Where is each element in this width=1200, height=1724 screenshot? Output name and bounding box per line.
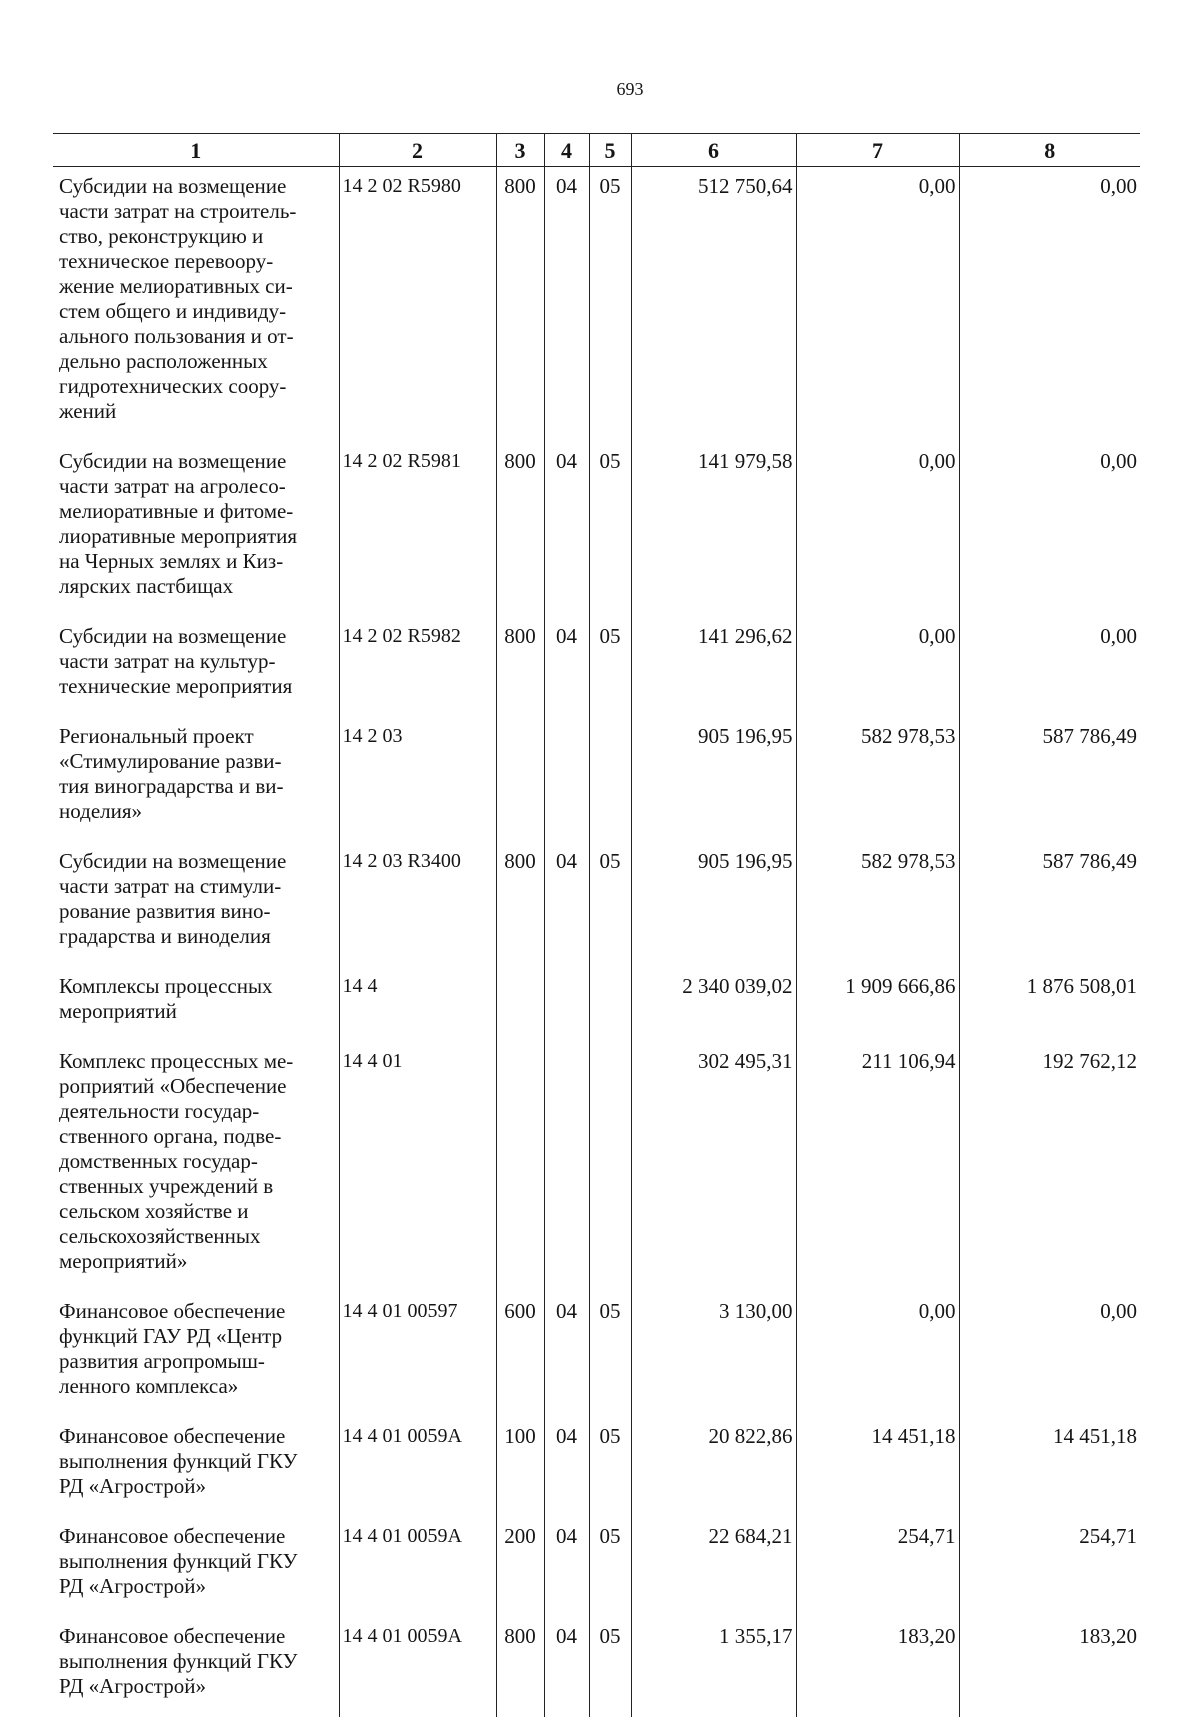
row-amount-col6: 141 296,62 bbox=[631, 617, 796, 717]
row-expense-type: 800 bbox=[496, 1617, 544, 1717]
row-name bbox=[53, 1292, 339, 1417]
row-section: 04 bbox=[544, 442, 589, 617]
table-body bbox=[53, 167, 1140, 1718]
table-row bbox=[53, 717, 1140, 842]
row-name-line: ственных учреждений в bbox=[59, 1174, 274, 1198]
table-row bbox=[53, 442, 1140, 617]
row-subsection bbox=[589, 967, 631, 1042]
row-name bbox=[53, 1417, 339, 1517]
row-section: 04 bbox=[544, 167, 589, 443]
row-code: 14 2 02 R5980 bbox=[339, 167, 496, 443]
row-amount-col6: 22 684,21 bbox=[631, 1517, 796, 1617]
row-amount-col7: 0,00 bbox=[796, 167, 959, 443]
row-expense-type: 100 bbox=[496, 1417, 544, 1517]
row-name-line: мероприятий» bbox=[59, 1249, 188, 1273]
row-expense-type: 800 bbox=[496, 617, 544, 717]
row-code: 14 2 02 R5981 bbox=[339, 442, 496, 617]
row-expense-type bbox=[496, 967, 544, 1042]
row-name-line: ноделия» bbox=[59, 799, 143, 823]
row-amount-col8: 254,71 bbox=[959, 1517, 1140, 1617]
row-amount-col7: 0,00 bbox=[796, 1292, 959, 1417]
row-amount-col8: 0,00 bbox=[959, 617, 1140, 717]
row-name-line: стем общего и индивиду- bbox=[59, 299, 287, 323]
table-row bbox=[53, 167, 1140, 443]
table-row bbox=[53, 842, 1140, 967]
row-subsection bbox=[589, 1042, 631, 1292]
row-name-line: мероприятий bbox=[59, 999, 177, 1023]
row-amount-col7: 0,00 bbox=[796, 442, 959, 617]
row-name-line: жение мелиоративных си- bbox=[59, 274, 293, 298]
row-amount-col8: 1 876 508,01 bbox=[959, 967, 1140, 1042]
row-expense-type: 800 bbox=[496, 842, 544, 967]
row-subsection bbox=[589, 717, 631, 842]
budget-table bbox=[53, 133, 1140, 1717]
row-amount-col7: 211 106,94 bbox=[796, 1042, 959, 1292]
row-name-line: Комплексы процессных bbox=[59, 974, 273, 998]
row-amount-col6: 905 196,95 bbox=[631, 842, 796, 967]
row-code: 14 4 01 0059A bbox=[339, 1517, 496, 1617]
row-amount-col8: 587 786,49 bbox=[959, 842, 1140, 967]
row-name-line: роприятий «Обеспечение bbox=[59, 1074, 287, 1098]
row-section bbox=[544, 967, 589, 1042]
row-name bbox=[53, 717, 339, 842]
row-name-line: рование развития вино- bbox=[59, 899, 271, 923]
row-amount-col7: 14 451,18 bbox=[796, 1417, 959, 1517]
row-name-line: ственного органа, подве- bbox=[59, 1124, 282, 1148]
row-name-line: технические мероприятия bbox=[59, 674, 293, 698]
row-amount-col7: 254,71 bbox=[796, 1517, 959, 1617]
row-expense-type bbox=[496, 1042, 544, 1292]
row-amount-col6: 905 196,95 bbox=[631, 717, 796, 842]
row-name bbox=[53, 1517, 339, 1617]
row-name bbox=[53, 1617, 339, 1717]
row-subsection: 05 bbox=[589, 167, 631, 443]
row-section: 04 bbox=[544, 1517, 589, 1617]
row-name-line: гидротехнических соору- bbox=[59, 374, 287, 398]
row-code: 14 2 03 bbox=[339, 717, 496, 842]
page-number: 693 bbox=[616, 79, 644, 99]
row-amount-col8: 183,20 bbox=[959, 1617, 1140, 1717]
row-name-line: Субсидии на возмещение bbox=[59, 849, 287, 873]
row-amount-col6: 2 340 039,02 bbox=[631, 967, 796, 1042]
row-name-line: лярских пастбищах bbox=[59, 574, 234, 598]
row-name-line: Финансовое обеспечение bbox=[59, 1299, 286, 1323]
row-name-line: выполнения функций ГКУ bbox=[59, 1649, 298, 1673]
row-name-line: техническое перевоору- bbox=[59, 249, 274, 273]
column-header: 7 bbox=[796, 134, 959, 167]
row-section: 04 bbox=[544, 617, 589, 717]
row-section bbox=[544, 717, 589, 842]
row-amount-col6: 1 355,17 bbox=[631, 1617, 796, 1717]
row-name-line: развития агропромыш- bbox=[59, 1349, 265, 1373]
row-name-line: Финансовое обеспечение bbox=[59, 1624, 286, 1648]
row-name-line: Субсидии на возмещение bbox=[59, 449, 287, 473]
row-name-line: ленного комплекса» bbox=[59, 1374, 239, 1398]
row-name-line: ального пользования и от- bbox=[59, 324, 294, 348]
row-name bbox=[53, 442, 339, 617]
row-amount-col6: 512 750,64 bbox=[631, 167, 796, 443]
row-code: 14 2 03 R3400 bbox=[339, 842, 496, 967]
row-amount-col8: 0,00 bbox=[959, 167, 1140, 443]
column-header: 6 bbox=[631, 134, 796, 167]
row-code: 14 4 01 bbox=[339, 1042, 496, 1292]
row-name-line: «Стимулирование разви- bbox=[59, 749, 282, 773]
row-amount-col7: 183,20 bbox=[796, 1617, 959, 1717]
table-row bbox=[53, 967, 1140, 1042]
row-code: 14 4 01 0059A bbox=[339, 1617, 496, 1717]
row-amount-col8: 14 451,18 bbox=[959, 1417, 1140, 1517]
row-name-line: на Черных землях и Киз- bbox=[59, 549, 284, 573]
row-name-line: жений bbox=[59, 399, 117, 423]
row-name bbox=[53, 1042, 339, 1292]
row-name-line: градарства и виноделия bbox=[59, 924, 271, 948]
row-expense-type: 800 bbox=[496, 442, 544, 617]
row-subsection: 05 bbox=[589, 617, 631, 717]
row-name-line: сельском хозяйстве и bbox=[59, 1199, 249, 1223]
row-name-line: выполнения функций ГКУ bbox=[59, 1449, 298, 1473]
row-amount-col7: 582 978,53 bbox=[796, 842, 959, 967]
row-name-line: лиоративные мероприятия bbox=[59, 524, 298, 548]
header-row bbox=[53, 134, 1140, 167]
row-section: 04 bbox=[544, 842, 589, 967]
column-header: 2 bbox=[339, 134, 496, 167]
row-name-line: выполнения функций ГКУ bbox=[59, 1549, 298, 1573]
row-code: 14 2 02 R5982 bbox=[339, 617, 496, 717]
row-name bbox=[53, 967, 339, 1042]
row-name-line: мелиоративные и фитоме- bbox=[59, 499, 294, 523]
row-expense-type: 200 bbox=[496, 1517, 544, 1617]
row-name bbox=[53, 842, 339, 967]
column-header: 3 bbox=[496, 134, 544, 167]
row-name-line: дельно расположенных bbox=[59, 349, 268, 373]
row-amount-col6: 20 822,86 bbox=[631, 1417, 796, 1517]
row-subsection: 05 bbox=[589, 1617, 631, 1717]
row-expense-type: 600 bbox=[496, 1292, 544, 1417]
row-section: 04 bbox=[544, 1417, 589, 1517]
row-section: 04 bbox=[544, 1292, 589, 1417]
row-amount-col8: 587 786,49 bbox=[959, 717, 1140, 842]
row-name-line: Финансовое обеспечение bbox=[59, 1524, 286, 1548]
row-expense-type bbox=[496, 717, 544, 842]
row-name-line: РД «Агрострой» bbox=[59, 1674, 206, 1698]
row-name bbox=[53, 167, 339, 443]
column-header: 4 bbox=[544, 134, 589, 167]
row-name-line: тия виноградарства и ви- bbox=[59, 774, 284, 798]
row-name bbox=[53, 617, 339, 717]
row-name-line: Комплекс процессных ме- bbox=[59, 1049, 294, 1073]
table-row bbox=[53, 1517, 1140, 1617]
row-subsection: 05 bbox=[589, 1417, 631, 1517]
row-subsection: 05 bbox=[589, 842, 631, 967]
row-name-line: части затрат на строитель- bbox=[59, 199, 297, 223]
row-name-line: Субсидии на возмещение bbox=[59, 174, 287, 198]
row-amount-col7: 1 909 666,86 bbox=[796, 967, 959, 1042]
row-amount-col6: 3 130,00 bbox=[631, 1292, 796, 1417]
row-amount-col7: 0,00 bbox=[796, 617, 959, 717]
row-section bbox=[544, 1042, 589, 1292]
row-amount-col8: 0,00 bbox=[959, 442, 1140, 617]
row-section: 04 bbox=[544, 1617, 589, 1717]
row-name-line: функций ГАУ РД «Центр bbox=[59, 1324, 283, 1348]
row-amount-col6: 302 495,31 bbox=[631, 1042, 796, 1292]
table-row bbox=[53, 617, 1140, 717]
row-code: 14 4 01 0059A bbox=[339, 1417, 496, 1517]
row-name-line: деятельности государ- bbox=[59, 1099, 260, 1123]
row-subsection: 05 bbox=[589, 1292, 631, 1417]
table-row bbox=[53, 1292, 1140, 1417]
row-subsection: 05 bbox=[589, 1517, 631, 1617]
column-header: 8 bbox=[959, 134, 1140, 167]
row-code: 14 4 01 00597 bbox=[339, 1292, 496, 1417]
row-name-line: части затрат на культур- bbox=[59, 649, 276, 673]
row-amount-col8: 192 762,12 bbox=[959, 1042, 1140, 1292]
table-row bbox=[53, 1617, 1140, 1717]
row-name-line: домственных государ- bbox=[59, 1149, 258, 1173]
row-subsection: 05 bbox=[589, 442, 631, 617]
row-name-line: Субсидии на возмещение bbox=[59, 624, 287, 648]
row-amount-col6: 141 979,58 bbox=[631, 442, 796, 617]
row-code: 14 4 bbox=[339, 967, 496, 1042]
row-name-line: РД «Агрострой» bbox=[59, 1474, 206, 1498]
row-name-line: части затрат на стимули- bbox=[59, 874, 282, 898]
column-header: 1 bbox=[53, 134, 339, 167]
table-row bbox=[53, 1042, 1140, 1292]
table-row bbox=[53, 1417, 1140, 1517]
row-name-line: сельскохозяйственных bbox=[59, 1224, 261, 1248]
row-name-line: Региональный проект bbox=[59, 724, 254, 748]
row-name-line: части затрат на агролесо- bbox=[59, 474, 286, 498]
row-amount-col8: 0,00 bbox=[959, 1292, 1140, 1417]
column-header: 5 bbox=[589, 134, 631, 167]
row-amount-col7: 582 978,53 bbox=[796, 717, 959, 842]
row-expense-type: 800 bbox=[496, 167, 544, 443]
row-name-line: ство, реконструкцию и bbox=[59, 224, 264, 248]
row-name-line: Финансовое обеспечение bbox=[59, 1424, 286, 1448]
row-name-line: РД «Агрострой» bbox=[59, 1574, 206, 1598]
